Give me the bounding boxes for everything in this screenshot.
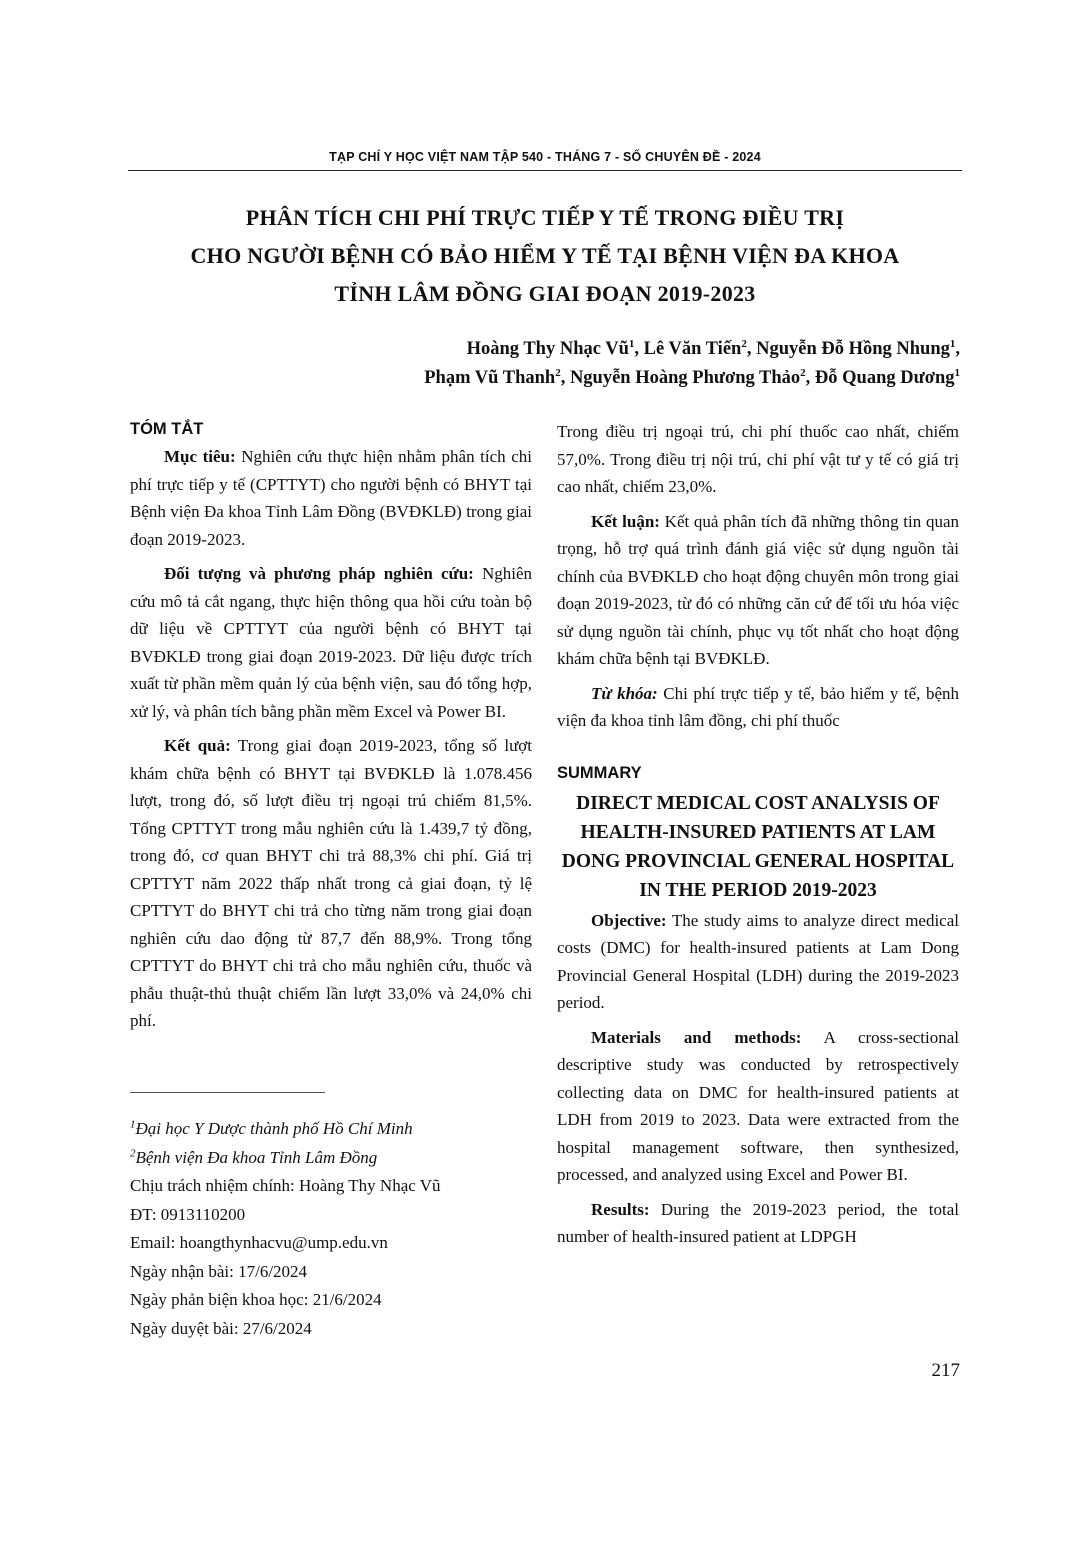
author-separator: , (746, 339, 757, 359)
objective-text: Nghiên cứu thực hiện nhằm phân tích chi phí trực tiếp y tế (CPTTYT) cho người bệnh có BHYT tại Bệnh viện Đa khoa Tỉnh Lâm Đồng (BVĐKLĐ) trong giai đoạn 2019-2023. (130, 447, 532, 549)
affiliation-1 (130, 1115, 532, 1144)
affiliation-text: Bệnh viện Đa khoa Tỉnh Lâm Đồng (135, 1147, 378, 1167)
results-label: Results: (591, 1199, 650, 1219)
methods-text: Nghiên cứu mô tả cắt ngang, thực hiện thông qua hồi cứu toàn bộ dữ liệu về CPTTYT của người bệnh có BHYT tại BVĐKLĐ trong giai đoạn 2019-2023. Dữ liệu được trích xuất từ phần mềm quản lý của bệnh viện, sau đó tổng hợp, xử lý, và phân tích bằng phần mềm Excel và Power BI. (130, 564, 532, 721)
journal-header: TẠP CHÍ Y HỌC VIỆT NAM TẬP 540 - THÁNG 7 - SỐ CHUYÊN ĐỀ - 2024 (329, 150, 761, 164)
results-label: Kết quả: (164, 736, 231, 755)
phone: ĐT: 0913110200 (130, 1204, 246, 1224)
author-name: Nguyễn Hoàng Phương Thảo (569, 368, 801, 388)
methods-text: A cross-sectional descriptive study was conducted by retrospectively collecting data on DMC for health-insured patients at LDH from 2019 to 2023. Data were extracted from the hospital management software, then synthesized, processed, and analyzed using Excel and Power BI. (557, 1027, 959, 1184)
header-rule (128, 170, 962, 171)
accepted-date: Ngày duyệt bài: 27/6/2024 (130, 1318, 312, 1338)
summary-objective (557, 907, 959, 1017)
keywords-text: Chi phí trực tiếp y tế, bảo hiểm y tế, bệnh viện đa khoa tỉnh lâm đồng, chi phí thuốc (557, 683, 960, 730)
abstract-conclusion (557, 508, 959, 673)
page-number: 217 (931, 1360, 960, 1381)
objective-label: Mục tiêu: (164, 447, 236, 466)
title-line: TỈNH LÂM ĐỒNG GIAI ĐOẠN 2019-2023 (334, 281, 756, 306)
author-list (300, 335, 960, 393)
abstract-keywords (557, 680, 959, 735)
author-separator: , (955, 339, 960, 359)
affiliation-text: Đại học Y Dược thành phố Hồ Chí Minh (135, 1119, 413, 1138)
title-line: CHO NGƯỜI BỆNH CÓ BẢO HIỂM Y TẾ TẠI BỆNH VIỆN ĐA KHOA (190, 243, 900, 268)
affiliation-mark: 1 (628, 337, 635, 350)
footnotes (130, 1115, 532, 1343)
summary-heading: SUMMARY (557, 763, 642, 782)
author-separator: , (560, 368, 570, 388)
affiliation-2 (130, 1144, 532, 1173)
affiliation-mark: 1 (949, 337, 956, 350)
corresponding-author: Chịu trách nhiệm chính: Hoàng Thy Nhạc Vũ (130, 1176, 441, 1195)
title-line: PHÂN TÍCH CHI PHÍ TRỰC TIẾP Y TẾ TRONG ĐIỀU TRỊ (245, 205, 845, 230)
abstract-results (130, 732, 532, 1035)
objective-label: Objective: (591, 910, 667, 930)
author-name: Hoàng Thy Nhạc Vũ (466, 339, 629, 359)
author-separator: , (634, 339, 644, 359)
right-column (557, 418, 959, 1258)
author-name: Nguyễn Đỗ Hồng Nhung (756, 339, 950, 359)
review-date: Ngày phản biện khoa học: 21/6/2024 (130, 1290, 382, 1309)
abstract-objective (130, 443, 532, 553)
affiliation-mark: 2 (555, 366, 561, 379)
affiliation-mark: 2 (800, 366, 806, 379)
abstract-heading: TÓM TẮT (130, 420, 204, 438)
summary-results (557, 1196, 959, 1251)
results-text: Trong giai đoạn 2019-2023, tổng số lượt khám chữa bệnh có BHYT tại BVĐKLĐ là 1.078.456 lượt, trong đó, số lượt điều trị ngoại trú chiếm 81,5%. Tổng CPTTYT trong mẫu nghiên cứu là 1.439,7 tỷ đồng, trong đó, cơ quan BHYT chi trả 88,3% chi phí. Giá trị CPTTYT năm 2022 thấp nhất trong cả giai đoạn, tỷ lệ CPTTYT do BHYT chi trả cho từng năm trong giai đoạn nghiên cứu dao động từ 87,7 đến 88,9%. Trong tổng CPTTYT do BHYT chi trả cho mẫu nghiên cứu, thuốc và phẫu thuật-thủ thuật chiếm lần lượt 33,0% và 24,0% chi phí. (130, 736, 533, 1030)
objective-text: The study aims to analyze direct medical costs (DMC) for health-insured patients at Lam Dong Provincial General Hospital (LDH) during the 2019-2023 period. (557, 910, 959, 1012)
abstract-results-continued: Trong điều trị ngoại trú, chi phí thuốc cao nhất, chiếm 57,0%. Trong điều trị nội trú, chi phí vật tư y tế có giá trị cao nhất, chiếm 23,0%. (557, 422, 959, 496)
received-date: Ngày nhận bài: 17/6/2024 (130, 1261, 308, 1281)
author-name: Phạm Vũ Thanh (424, 368, 556, 388)
conclusion-label: Kết luận: (591, 511, 660, 531)
affiliation-mark: 1 (130, 1118, 136, 1131)
author-separator: , (805, 368, 815, 388)
author-line (300, 364, 960, 393)
summary-methods (557, 1024, 959, 1189)
author-name: Đỗ Quang Dương (814, 368, 955, 388)
conclusion-text: Kết quả phân tích đã những thông tin quan trọng, hỗ trợ quá trình đánh giá việc sử dụng nguồn tài chính của BVĐKLĐ cho hoạt động chuyên môn trong giai đoạn 2019-2023, từ đó có những căn cứ để tối ưu hóa việc sử dụng nguồn tài chính, phục vụ tốt nhất cho hoạt động khám chữa bệnh tại BVĐKLĐ. (557, 511, 959, 668)
keywords-label: Từ khóa: (591, 683, 658, 703)
email: Email: hoangthynhacvu@ump.edu.vn (130, 1233, 388, 1252)
author-name: Lê Văn Tiến (643, 339, 742, 359)
footnote-rule (130, 1092, 325, 1093)
article-title (128, 199, 962, 313)
affiliation-mark: 2 (741, 337, 747, 350)
methods-label: Materials and methods: (591, 1027, 802, 1047)
summary-title: DIRECT MEDICAL COST ANALYSIS OF HEALTH-INSURED PATIENTS AT LAM DONG PROVINCIAL GENERAL HOSPITAL IN THE PERIOD 2019-2023 (561, 792, 955, 901)
affiliation-mark: 2 (130, 1146, 136, 1159)
methods-label: Đối tượng và phương pháp nghiên cứu: (164, 564, 474, 583)
author-line (300, 335, 960, 364)
results-text: During the 2019-2023 period, the total number of health-insured patient at LDPGH (557, 1199, 959, 1246)
affiliation-mark: 1 (954, 366, 960, 379)
abstract-methods (130, 560, 532, 725)
left-column (130, 420, 533, 1042)
